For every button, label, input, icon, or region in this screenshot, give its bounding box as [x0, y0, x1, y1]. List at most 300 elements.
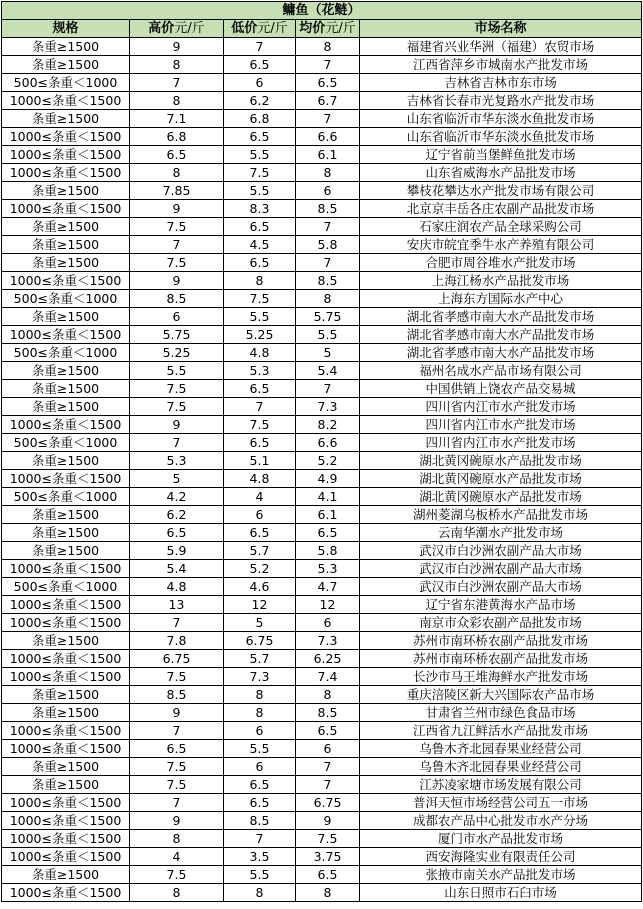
market-name-cell: 湖北省孝感市南大水产品批发市场 [360, 344, 642, 362]
table-row [2, 704, 642, 722]
header-low-unit: 元/斤 [257, 21, 288, 36]
low-price-cell: 8 [224, 704, 296, 722]
spec-cell: 1000≤条重＜1500 [2, 128, 130, 146]
spec-cell: 条重≥1500 [2, 542, 130, 560]
spec-cell: 1000≤条重＜1500 [2, 92, 130, 110]
low-price-cell: 6.5 [224, 128, 296, 146]
low-price-cell: 8.5 [224, 812, 296, 830]
table-row [2, 488, 642, 506]
spec-cell: 条重≥1500 [2, 380, 130, 398]
market-name-cell: 湖北黄冈碗原水产品批发市场 [360, 470, 642, 488]
high-price-cell: 4.8 [130, 578, 224, 596]
low-price-cell: 5.7 [224, 650, 296, 668]
market-name-cell: 长沙市马王堆海鲜水产批发市场 [360, 668, 642, 686]
low-price-cell: 5.5 [224, 740, 296, 758]
high-price-cell: 8 [130, 884, 224, 902]
spec-cell: 条重≥1500 [2, 236, 130, 254]
table-row [2, 794, 642, 812]
market-name-cell: 乌鲁木齐北园春果业经营公司 [360, 758, 642, 776]
spec-cell: 条重≥1500 [2, 38, 130, 56]
avg-price-cell: 6.1 [296, 146, 360, 164]
table-row [2, 632, 642, 650]
avg-price-cell: 8 [296, 884, 360, 902]
table-row [2, 560, 642, 578]
table-row [2, 758, 642, 776]
low-price-cell: 7 [224, 830, 296, 848]
spec-cell: 条重≥1500 [2, 56, 130, 74]
low-price-cell: 5 [224, 614, 296, 632]
low-price-cell: 5.5 [224, 182, 296, 200]
market-name-cell: 湖北省孝感市南大水产品批发市场 [360, 326, 642, 344]
high-price-cell: 7.5 [130, 380, 224, 398]
spec-cell: 1000≤条重＜1500 [2, 668, 130, 686]
high-price-cell: 6.5 [130, 146, 224, 164]
spec-cell: 条重≥1500 [2, 776, 130, 794]
high-price-cell: 7 [130, 722, 224, 740]
market-name-cell: 上海江杨水产品批发市场 [360, 272, 642, 290]
low-price-cell: 6.5 [224, 524, 296, 542]
avg-price-cell: 7.4 [296, 668, 360, 686]
low-price-cell: 5.5 [224, 146, 296, 164]
header-avg-label: 均价 [299, 21, 326, 36]
high-price-cell: 7 [130, 794, 224, 812]
spec-cell: 1000≤条重＜1500 [2, 614, 130, 632]
high-price-cell: 7 [130, 74, 224, 92]
table-row [2, 200, 642, 218]
table-row [2, 434, 642, 452]
table-row [2, 254, 642, 272]
market-name-cell: 四川省内江市水产批发市场 [360, 434, 642, 452]
table-row [2, 110, 642, 128]
market-name-cell: 上海东方国际水产中心 [360, 290, 642, 308]
spec-cell: 500≤条重＜1000 [2, 74, 130, 92]
spec-cell: 1000≤条重＜1500 [2, 740, 130, 758]
market-name-cell: 成都农产品中心批发市水产分场 [360, 812, 642, 830]
spec-cell: 1000≤条重＜1500 [2, 146, 130, 164]
avg-price-cell: 6.6 [296, 128, 360, 146]
avg-price-cell: 7 [296, 776, 360, 794]
spec-cell: 条重≥1500 [2, 632, 130, 650]
avg-price-cell: 5.8 [296, 542, 360, 560]
spec-cell: 500≤条重＜1000 [2, 488, 130, 506]
market-name-cell: 安庆市皖宜季牛水产养殖有限公司 [360, 236, 642, 254]
table-row [2, 740, 642, 758]
table-row [2, 344, 642, 362]
market-name-cell: 辽宁省东港黄海水产品市场 [360, 596, 642, 614]
header-low-label: 低价 [231, 21, 258, 36]
low-price-cell: 5.5 [224, 866, 296, 884]
avg-price-cell: 6.5 [296, 722, 360, 740]
spec-cell: 条重≥1500 [2, 866, 130, 884]
table-row [2, 524, 642, 542]
avg-price-cell: 4.1 [296, 488, 360, 506]
spec-cell: 条重≥1500 [2, 758, 130, 776]
spec-cell: 1000≤条重＜1500 [2, 560, 130, 578]
header-spec: 规格 [2, 20, 130, 38]
high-price-cell: 6.5 [130, 524, 224, 542]
high-price-cell: 8.5 [130, 290, 224, 308]
table-row [2, 722, 642, 740]
spec-cell: 条重≥1500 [2, 452, 130, 470]
avg-price-cell: 6.6 [296, 434, 360, 452]
table-row [2, 812, 642, 830]
header-high-unit: 元/斤 [174, 21, 205, 36]
spec-cell: 条重≥1500 [2, 308, 130, 326]
table-row [2, 470, 642, 488]
high-price-cell: 5.9 [130, 542, 224, 560]
high-price-cell: 7.5 [130, 866, 224, 884]
high-price-cell: 8 [130, 164, 224, 182]
table-row [2, 290, 642, 308]
market-name-cell: 石家庄润农产品全球采购公司 [360, 218, 642, 236]
spec-cell: 条重≥1500 [2, 524, 130, 542]
high-price-cell: 5.5 [130, 362, 224, 380]
low-price-cell: 6.5 [224, 794, 296, 812]
high-price-cell: 4.2 [130, 488, 224, 506]
avg-price-cell: 5.4 [296, 362, 360, 380]
high-price-cell: 8 [130, 92, 224, 110]
spec-cell: 1000≤条重＜1500 [2, 470, 130, 488]
spec-cell: 1000≤条重＜1500 [2, 650, 130, 668]
price-sheet [1, 1, 641, 902]
table-row [2, 128, 642, 146]
title-row [2, 2, 642, 20]
spec-cell: 1000≤条重＜1500 [2, 722, 130, 740]
low-price-cell: 3.5 [224, 848, 296, 866]
avg-price-cell: 6.5 [296, 524, 360, 542]
high-price-cell: 7.8 [130, 632, 224, 650]
avg-price-cell: 7 [296, 758, 360, 776]
header-avg-unit: 元/斤 [325, 21, 356, 36]
avg-price-cell: 4.7 [296, 578, 360, 596]
avg-price-cell: 8 [296, 38, 360, 56]
avg-price-cell: 6.5 [296, 866, 360, 884]
avg-price-cell: 7.3 [296, 632, 360, 650]
low-price-cell: 4 [224, 488, 296, 506]
spec-cell: 条重≥1500 [2, 182, 130, 200]
market-name-cell: 福州名成水产品市场有限公司 [360, 362, 642, 380]
header-low [224, 20, 296, 38]
low-price-cell: 5.2 [224, 560, 296, 578]
avg-price-cell: 5.2 [296, 452, 360, 470]
table-row [2, 362, 642, 380]
avg-price-cell: 6 [296, 182, 360, 200]
low-price-cell: 6.5 [224, 776, 296, 794]
market-name-cell: 四川省内江市水产批发市场 [360, 416, 642, 434]
market-name-cell: 中国供销上饶农产品交易城 [360, 380, 642, 398]
low-price-cell: 6.5 [224, 380, 296, 398]
low-price-cell: 5.25 [224, 326, 296, 344]
high-price-cell: 5.4 [130, 560, 224, 578]
table-row [2, 74, 642, 92]
low-price-cell: 5.5 [224, 308, 296, 326]
table-row [2, 38, 642, 56]
high-price-cell: 5 [130, 470, 224, 488]
avg-price-cell: 6.1 [296, 506, 360, 524]
spec-cell: 500≤条重＜1000 [2, 344, 130, 362]
header-row [2, 20, 642, 38]
header-market: 市场名称 [360, 20, 642, 38]
low-price-cell: 6 [224, 74, 296, 92]
high-price-cell: 7 [130, 434, 224, 452]
header-avg [296, 20, 360, 38]
table-row [2, 452, 642, 470]
avg-price-cell: 8.5 [296, 704, 360, 722]
low-price-cell: 8.3 [224, 200, 296, 218]
high-price-cell: 7.1 [130, 110, 224, 128]
high-price-cell: 9 [130, 272, 224, 290]
table-row [2, 848, 642, 866]
avg-price-cell: 6.25 [296, 650, 360, 668]
low-price-cell: 7.5 [224, 416, 296, 434]
low-price-cell: 7.5 [224, 290, 296, 308]
table-row [2, 164, 642, 182]
table-row [2, 398, 642, 416]
table-row [2, 668, 642, 686]
avg-price-cell: 9 [296, 812, 360, 830]
market-name-cell: 吉林省长春市光复路水产批发市场 [360, 92, 642, 110]
avg-price-cell: 7 [296, 218, 360, 236]
low-price-cell: 4.8 [224, 344, 296, 362]
avg-price-cell: 5.75 [296, 308, 360, 326]
table-row [2, 506, 642, 524]
avg-price-cell: 7 [296, 56, 360, 74]
market-name-cell: 湖州菱湖乌板桥水产品批发市场 [360, 506, 642, 524]
header-high-label: 高价 [148, 21, 175, 36]
market-name-cell: 苏州市南环桥农副产品批发市场 [360, 632, 642, 650]
avg-price-cell: 6 [296, 614, 360, 632]
table-row [2, 650, 642, 668]
avg-price-cell: 5.5 [296, 326, 360, 344]
spec-cell: 1000≤条重＜1500 [2, 272, 130, 290]
high-price-cell: 9 [130, 704, 224, 722]
market-name-cell: 江西省九江鲜活水产品批发市场 [360, 722, 642, 740]
market-name-cell: 四川省内江市水产批发市场 [360, 398, 642, 416]
table-row [2, 830, 642, 848]
spec-cell: 条重≥1500 [2, 686, 130, 704]
spec-cell: 条重≥1500 [2, 506, 130, 524]
spec-cell: 500≤条重＜1000 [2, 290, 130, 308]
high-price-cell: 7.5 [130, 398, 224, 416]
high-price-cell: 6.75 [130, 650, 224, 668]
spec-cell: 1000≤条重＜1500 [2, 848, 130, 866]
low-price-cell: 8 [224, 884, 296, 902]
market-name-cell: 北京京丰岳各庄农副产品批发市场 [360, 200, 642, 218]
low-price-cell: 6.5 [224, 434, 296, 452]
market-name-cell: 山东省临沂市华东淡水鱼批发市场 [360, 110, 642, 128]
spec-cell: 条重≥1500 [2, 110, 130, 128]
price-table [1, 1, 642, 902]
high-price-cell: 7.5 [130, 668, 224, 686]
market-name-cell: 武汉市白沙洲农副产品大市场 [360, 560, 642, 578]
spec-cell: 500≤条重＜1000 [2, 434, 130, 452]
spec-cell: 1000≤条重＜1500 [2, 164, 130, 182]
market-name-cell: 吉林省吉林市东市场 [360, 74, 642, 92]
spec-cell: 条重≥1500 [2, 218, 130, 236]
high-price-cell: 8 [130, 56, 224, 74]
market-name-cell: 湖北黄冈碗原水产品批发市场 [360, 488, 642, 506]
low-price-cell: 4.6 [224, 578, 296, 596]
avg-price-cell: 7 [296, 380, 360, 398]
low-price-cell: 12 [224, 596, 296, 614]
high-price-cell: 6 [130, 308, 224, 326]
high-price-cell: 6.5 [130, 740, 224, 758]
avg-price-cell: 5.8 [296, 236, 360, 254]
table-row [2, 884, 642, 902]
low-price-cell: 7.5 [224, 164, 296, 182]
table-row [2, 866, 642, 884]
high-price-cell: 8 [130, 830, 224, 848]
table-row [2, 218, 642, 236]
market-name-cell: 重庆涪陵区新大兴国际农产品市场 [360, 686, 642, 704]
avg-price-cell: 8 [296, 290, 360, 308]
spec-cell: 条重≥1500 [2, 704, 130, 722]
table-row [2, 92, 642, 110]
high-price-cell: 9 [130, 812, 224, 830]
header-high [130, 20, 224, 38]
market-name-cell: 辽宁省前当堡鲜鱼批发市场 [360, 146, 642, 164]
table-row [2, 326, 642, 344]
avg-price-cell: 8.5 [296, 272, 360, 290]
avg-price-cell: 12 [296, 596, 360, 614]
market-name-cell: 江苏凌家塘市场发展有限公司 [360, 776, 642, 794]
high-price-cell: 7.5 [130, 758, 224, 776]
avg-price-cell: 8 [296, 164, 360, 182]
avg-price-cell: 8.2 [296, 416, 360, 434]
market-name-cell: 厦门市水产品批发市场 [360, 830, 642, 848]
high-price-cell: 5.3 [130, 452, 224, 470]
market-name-cell: 江西省萍乡市城南水产批发市场 [360, 56, 642, 74]
spec-cell: 500≤条重＜1000 [2, 578, 130, 596]
avg-price-cell: 7 [296, 254, 360, 272]
table-row [2, 686, 642, 704]
low-price-cell: 6.75 [224, 632, 296, 650]
high-price-cell: 9 [130, 416, 224, 434]
low-price-cell: 4.8 [224, 470, 296, 488]
market-name-cell: 西安海隆实业有限责任公司 [360, 848, 642, 866]
low-price-cell: 6.5 [224, 254, 296, 272]
high-price-cell: 9 [130, 200, 224, 218]
avg-price-cell: 5.3 [296, 560, 360, 578]
avg-price-cell: 8.5 [296, 200, 360, 218]
spec-cell: 条重≥1500 [2, 398, 130, 416]
market-name-cell: 湖北黄冈碗原水产品批发市场 [360, 452, 642, 470]
market-name-cell: 普洱天恒市场经营公司五一市场 [360, 794, 642, 812]
market-name-cell: 山东省临沂市华东淡水鱼批发市场 [360, 128, 642, 146]
table-row [2, 236, 642, 254]
high-price-cell: 6.2 [130, 506, 224, 524]
spec-cell: 1000≤条重＜1500 [2, 812, 130, 830]
low-price-cell: 8 [224, 272, 296, 290]
low-price-cell: 4.5 [224, 236, 296, 254]
low-price-cell: 7.3 [224, 668, 296, 686]
high-price-cell: 8.5 [130, 686, 224, 704]
market-name-cell: 攀枝花攀达水产批发市场有限公司 [360, 182, 642, 200]
low-price-cell: 6.5 [224, 218, 296, 236]
market-name-cell: 合肥市周谷堆水产批发市场 [360, 254, 642, 272]
table-body [2, 38, 642, 902]
low-price-cell: 6 [224, 506, 296, 524]
avg-price-cell: 7 [296, 110, 360, 128]
high-price-cell: 4 [130, 848, 224, 866]
low-price-cell: 5.1 [224, 452, 296, 470]
table-row [2, 776, 642, 794]
table-row [2, 308, 642, 326]
high-price-cell: 13 [130, 596, 224, 614]
table-row [2, 56, 642, 74]
market-name-cell: 山东省威海水产品批发市场 [360, 164, 642, 182]
spec-cell: 1000≤条重＜1500 [2, 830, 130, 848]
low-price-cell: 6 [224, 758, 296, 776]
market-name-cell: 山东日照市石臼市场 [360, 884, 642, 902]
table-row [2, 542, 642, 560]
spec-cell: 条重≥1500 [2, 362, 130, 380]
table-row [2, 614, 642, 632]
high-price-cell: 7.5 [130, 254, 224, 272]
high-price-cell: 9 [130, 38, 224, 56]
table-row [2, 578, 642, 596]
avg-price-cell: 7.5 [296, 830, 360, 848]
market-name-cell: 云南华潮水产批发市场 [360, 524, 642, 542]
market-name-cell: 乌鲁木齐北园春果业经营公司 [360, 740, 642, 758]
market-name-cell: 福建省兴业华洲（福建）农贸市场 [360, 38, 642, 56]
high-price-cell: 7 [130, 614, 224, 632]
market-name-cell: 苏州市南环桥农副产品批发市场 [360, 650, 642, 668]
low-price-cell: 6 [224, 722, 296, 740]
market-name-cell: 南京市众彩农副产品批发市场 [360, 614, 642, 632]
avg-price-cell: 5 [296, 344, 360, 362]
high-price-cell: 7 [130, 236, 224, 254]
spec-cell: 1000≤条重＜1500 [2, 884, 130, 902]
spec-cell: 1000≤条重＜1500 [2, 794, 130, 812]
avg-price-cell: 6.5 [296, 74, 360, 92]
low-price-cell: 5.7 [224, 542, 296, 560]
table-row [2, 380, 642, 398]
market-name-cell: 武汉市白沙洲农副产品大市场 [360, 578, 642, 596]
low-price-cell: 7 [224, 38, 296, 56]
high-price-cell: 5.75 [130, 326, 224, 344]
low-price-cell: 6.5 [224, 56, 296, 74]
high-price-cell: 5.25 [130, 344, 224, 362]
avg-price-cell: 8 [296, 686, 360, 704]
table-row [2, 596, 642, 614]
table-row [2, 146, 642, 164]
table-row [2, 416, 642, 434]
avg-price-cell: 6.7 [296, 92, 360, 110]
high-price-cell: 6.8 [130, 128, 224, 146]
market-name-cell: 甘肃省兰州市绿色食品市场 [360, 704, 642, 722]
table-row [2, 182, 642, 200]
avg-price-cell: 4.9 [296, 470, 360, 488]
low-price-cell: 6.8 [224, 110, 296, 128]
market-name-cell: 张掖市南关水产品批发市场 [360, 866, 642, 884]
high-price-cell: 7.5 [130, 776, 224, 794]
low-price-cell: 5.3 [224, 362, 296, 380]
spec-cell: 条重≥1500 [2, 254, 130, 272]
high-price-cell: 7.85 [130, 182, 224, 200]
table-row [2, 272, 642, 290]
low-price-cell: 6.2 [224, 92, 296, 110]
avg-price-cell: 7.3 [296, 398, 360, 416]
avg-price-cell: 6.75 [296, 794, 360, 812]
spec-cell: 1000≤条重＜1500 [2, 326, 130, 344]
spec-cell: 1000≤条重＜1500 [2, 200, 130, 218]
market-name-cell: 武汉市白沙洲农副产品大市场 [360, 542, 642, 560]
market-name-cell: 湖北省孝感市南大水产品批发市场 [360, 308, 642, 326]
high-price-cell: 7.5 [130, 218, 224, 236]
avg-price-cell: 6 [296, 740, 360, 758]
spec-cell: 1000≤条重＜1500 [2, 596, 130, 614]
